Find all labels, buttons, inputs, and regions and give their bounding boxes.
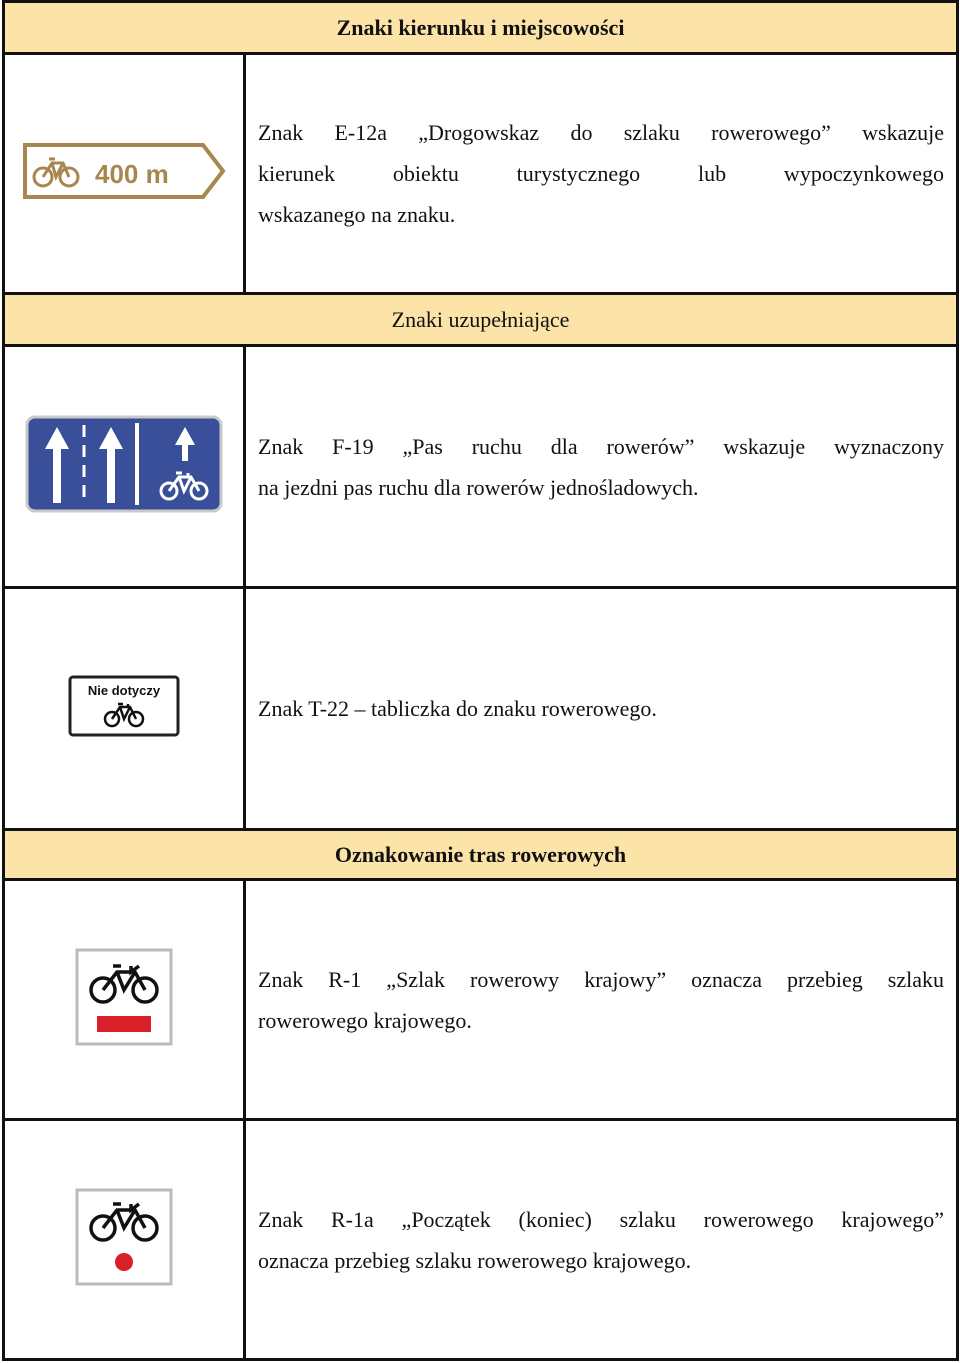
sign-cell	[4, 1120, 245, 1360]
svg-text:400 m: 400 m	[95, 159, 169, 189]
sign-cell	[4, 880, 245, 1120]
description-line: Znak E-12a „Drogowskaz do szlaku rowerowego” wskazuje	[258, 120, 944, 145]
description-line: wskazanego na znaku.	[258, 202, 456, 227]
sign-description	[245, 880, 958, 1120]
description-line: Znak R-1 „Szlak rowerowy krajowy” oznacza przebieg szlaku	[258, 966, 944, 992]
description-line: Znak F-19 „Pas ruchu dla rowerów” wskazuje wyznaczony	[258, 433, 944, 459]
bicycle-route-start-sign-icon	[75, 1188, 173, 1291]
section-heading: Znaki kierunku i miejscowości	[4, 2, 958, 54]
table-row	[4, 1120, 958, 1360]
bicycle-lane-sign-icon	[25, 415, 223, 518]
svg-text:Nie dotyczy: Nie dotyczy	[87, 683, 161, 698]
bicycle-plate-sign-icon	[68, 675, 180, 742]
signs-table	[2, 0, 959, 1361]
sign-cell	[4, 54, 245, 294]
description-line: Znak T-22 – tabliczka do znaku rowerowego.	[258, 696, 657, 721]
section-header-row	[4, 294, 958, 346]
section-heading: Oznakowanie tras rowerowych	[4, 830, 958, 880]
table-row	[4, 346, 958, 588]
section-heading: Znaki uzupełniające	[4, 294, 958, 346]
table-row	[4, 588, 958, 830]
sign-description	[245, 346, 958, 588]
section-header-row	[4, 2, 958, 54]
bicycle-route-sign-icon	[75, 948, 173, 1051]
description-line: rowerowego krajowego.	[258, 1007, 472, 1033]
description-line: Znak R-1a „Początek (koniec) szlaku rowerowego krajowego”	[258, 1206, 944, 1232]
sign-description	[245, 54, 958, 294]
sign-description	[245, 588, 958, 830]
description-line: kierunek obiektu turystycznego lub wypoczynkowego	[258, 161, 944, 186]
table-row	[4, 880, 958, 1120]
sign-cell	[4, 346, 245, 588]
description-line: na jezdni pas ruchu dla rowerów jednośladowych.	[258, 474, 699, 500]
description-line: oznacza przebieg szlaku rowerowego krajowego.	[258, 1247, 692, 1273]
sign-description	[245, 1120, 958, 1360]
table-row	[4, 54, 958, 294]
section-header-row	[4, 830, 958, 880]
bicycle-direction-sign-icon	[21, 141, 227, 206]
sign-cell	[4, 588, 245, 830]
